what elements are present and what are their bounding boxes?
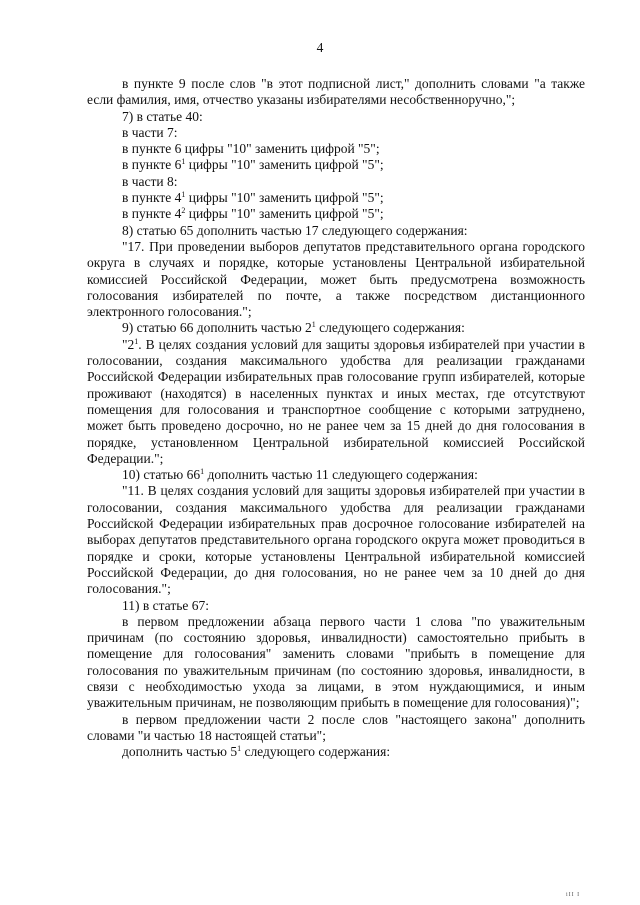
paragraph-part-8: в части 8:	[122, 173, 178, 189]
paragraph-part-5-1: дополнить частью $5^1$ следующего содержания:	[122, 744, 391, 760]
paragraph-part-17-text: "17. При проведении выборов депутатов представительного органа городского округа в случаях и порядке, которые установлены Центральной избирательной комиссией Российской Федерации, может быть предусмотрена возможность голосования избирателей по почте, а также посредством дистанционного электронного голосования.";	[87, 238, 585, 320]
paragraph-item-9-change: в пункте 9 после слов "в этот подписной лист," дополнить словами "а также если фамилия, имя, отчество указаны избирателями несобственноручно,";	[87, 76, 585, 108]
paragraph-item-4-1: в пункте $4^1$ цифры "10" заменить цифрой "5";	[122, 190, 384, 206]
paragraph-article-66-1: 10) статью $66^1$ дополнить частью 11 следующего содержания:	[122, 467, 478, 483]
page-number: 4	[316, 40, 324, 55]
paragraph-article-65: 8) статью 65 дополнить частью 17 следующего содержания:	[122, 222, 468, 238]
paragraph-part-11-text: "11. В целях создания условий для защиты здоровья избирателей при участии в голосовании, создания максимального удобства для реализации гражданами Российской Федерации избирательных прав досрочное голосование избирателей на выборах депутатов представительного органа городского округа может проводиться в порядке и сроки, которые установлены Центральной избирательной комиссией Российской Федерации, до дня голосования, но не ранее чем за 10 дней до дня голосования.";	[87, 483, 585, 597]
paragraph-article-67: 11) в статье 67:	[122, 597, 209, 613]
paragraph-part-7: в части 7:	[122, 124, 178, 140]
paragraph-part-2-change: в первом предложении части 2 после слов "настоящего закона" дополнить словами "и частью 18 настоящей статьи";	[87, 711, 585, 743]
paragraph-part-1-change: в первом предложении абзаца первого части 1 слова "по уважительным причинам (по состоянию здоровья, инвалидности) самостоятельно прибыть в помещение для голосования" заменить словами "прибыть в помещение для голосования по уважительным причинам (по состоянию здоровья, инвалидности, в связи с необходимостью ухода за лицами, в этом нуждающимися, и иным уважительным причинам, не позволяющим прибыть в помещение для голосования)";	[87, 613, 585, 711]
footer-mark: іІІ І	[566, 892, 581, 898]
paragraph-article-66: 9) статью 66 дополнить частью $2^1$ следующего содержания:	[122, 320, 465, 336]
paragraph-item-6: в пункте 6 цифры "10" заменить цифрой "5";	[122, 141, 380, 157]
paragraph-item-6-1: в пункте $6^1$ цифры "10" заменить цифрой "5";	[122, 157, 384, 173]
paragraph-item-4-2: в пункте $4^2$ цифры "10" заменить цифрой "5";	[122, 206, 384, 222]
paragraph-article-40: 7) в статье 40:	[122, 108, 203, 124]
document-body	[87, 76, 585, 760]
paragraph-part-2-1-text: "$2^1$. В целях создания условий для защиты здоровья избирателей при участии в голосовании, создания максимального удобства для реализации гражданами Российской Федерации избирательных прав голосование групп избирателей, которые проживают (находятся) в населенных пунктах и иных местах, где отсутствуют помещения для голосования и транспортное сообщение с которыми затруднено, может быть проведено досрочно, но не ранее чем за 15 дней до дня голосования в порядке, установленном Центральной избирательной комиссией Российской Федерации.";	[87, 336, 585, 466]
